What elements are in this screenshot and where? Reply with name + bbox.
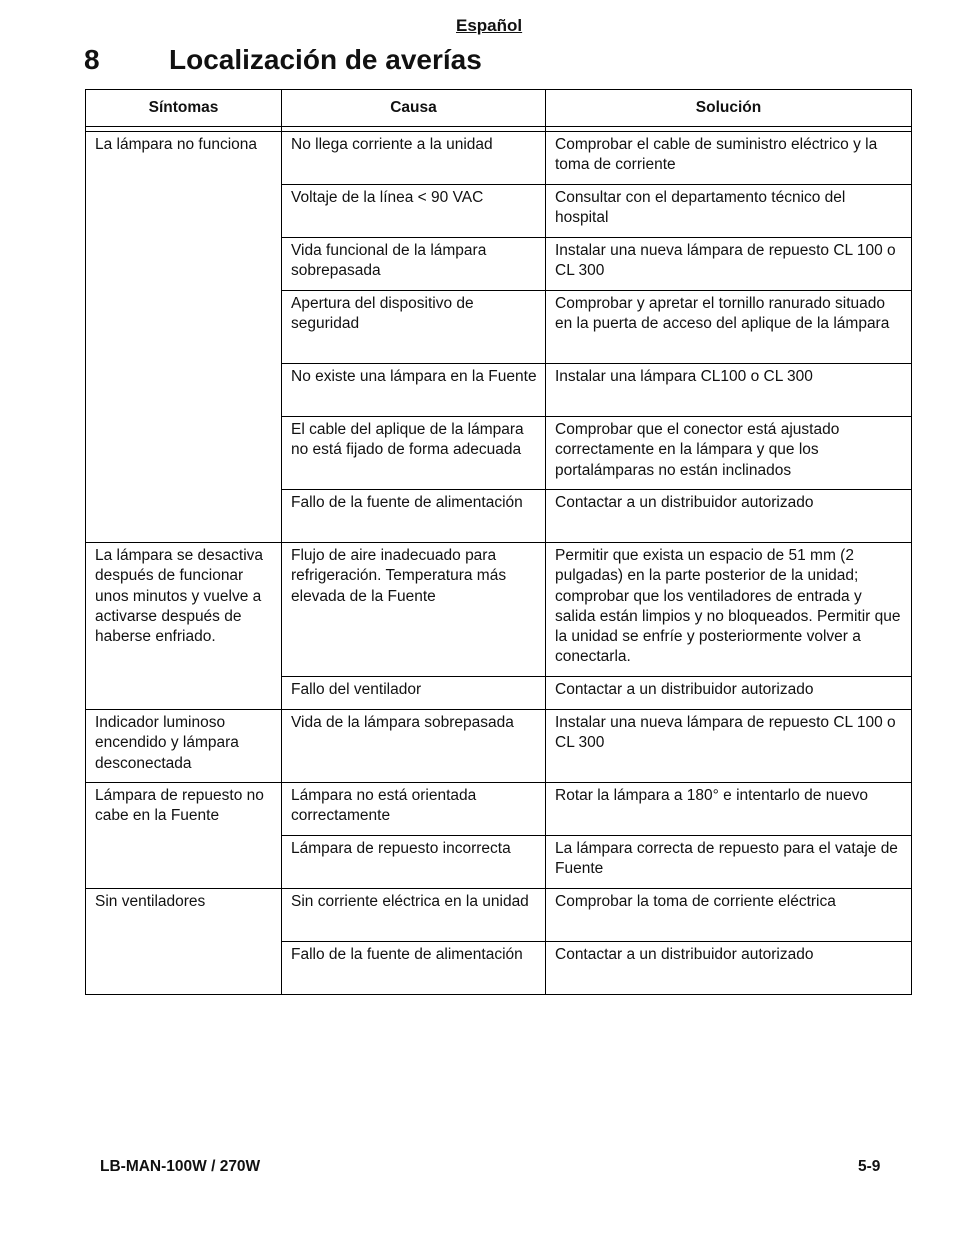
table-row [86, 132, 912, 185]
solution-cell: La lámpara correcta de repuesto para el vataje de Fuente [546, 836, 912, 889]
cause-cell: Voltaje de la línea < 90 VAC [282, 185, 546, 238]
cause-cell: Sin corriente eléctrica en la unidad [282, 889, 546, 942]
cause-cell: Lámpara no está orientada correctamente [282, 783, 546, 836]
section-number: 8 [84, 44, 100, 75]
symptom-cell: Lámpara de repuesto no cabe en la Fuente [86, 783, 282, 889]
cause-cell: Vida funcional de la lámpara sobrepasada [282, 238, 546, 291]
solution-cell: Comprobar que el conector está ajustado correctamente en la lámpara y que los portalámparas no están inclinados [546, 417, 912, 490]
cause-cell: No llega corriente a la unidad [282, 132, 546, 185]
cause-cell: Lámpara de repuesto incorrecta [282, 836, 546, 889]
cause-cell: Flujo de aire inadecuado para refrigeración. Temperatura más elevada de la Fuente [282, 543, 546, 677]
solution-cell: Contactar a un distribuidor autorizado [546, 677, 912, 710]
table-row [86, 783, 912, 836]
footer-page-number: 5-9 [858, 1158, 881, 1175]
cause-cell: Vida de la lámpara sobrepasada [282, 710, 546, 783]
table-header-row [86, 90, 912, 127]
solution-cell: Instalar una lámpara CL100 o CL 300 [546, 364, 912, 417]
symptom-cell: Sin ventiladores [86, 889, 282, 995]
table-row [86, 543, 912, 677]
troubleshooting-table [85, 89, 912, 995]
header-cause: Causa [282, 90, 546, 127]
table-row [86, 889, 912, 942]
solution-cell: Comprobar la toma de corriente eléctrica [546, 889, 912, 942]
cause-cell: Apertura del dispositivo de seguridad [282, 291, 546, 364]
solution-cell: Comprobar el cable de suministro eléctrico y la toma de corriente [546, 132, 912, 185]
table-row [86, 710, 912, 783]
solution-cell: Contactar a un distribuidor autorizado [546, 942, 912, 995]
header-symptoms: Síntomas [86, 90, 282, 127]
solution-cell: Rotar la lámpara a 180° e intentarlo de nuevo [546, 783, 912, 836]
cause-cell: Fallo de la fuente de alimentación [282, 942, 546, 995]
section-heading [84, 44, 884, 76]
cause-cell: Fallo de la fuente de alimentación [282, 490, 546, 543]
solution-cell: Contactar a un distribuidor autorizado [546, 490, 912, 543]
cause-cell: El cable del aplique de la lámpara no está fijado de forma adecuada [282, 417, 546, 490]
solution-cell: Consultar con el departamento técnico del hospital [546, 185, 912, 238]
symptom-cell: La lámpara se desactiva después de funcionar unos minutos y vuelve a activarse después de haberse enfriado. [86, 543, 282, 710]
solution-cell: Instalar una nueva lámpara de repuesto CL 100 o CL 300 [546, 710, 912, 783]
symptom-cell: Indicador luminoso encendido y lámpara desconectada [86, 710, 282, 783]
solution-cell: Comprobar y apretar el tornillo ranurado situado en la puerta de acceso del aplique de la lámpara [546, 291, 912, 364]
section-title: Localización de averías [169, 44, 482, 75]
symptom-cell: La lámpara no funciona [86, 132, 282, 543]
footer-document-id: LB-MAN-100W / 270W [100, 1158, 261, 1175]
cause-cell: No existe una lámpara en la Fuente [282, 364, 546, 417]
cause-cell: Fallo del ventilador [282, 677, 546, 710]
solution-cell: Instalar una nueva lámpara de repuesto CL 100 o CL 300 [546, 238, 912, 291]
solution-cell: Permitir que exista un espacio de 51 mm (2 pulgadas) en la parte posterior de la unidad; comprobar que los ventiladores de entrada y salida están limpios y no bloqueados. Permitir que la unidad se enfríe y posteriormente volver a conectarla. [546, 543, 912, 677]
header-solution: Solución [546, 90, 912, 127]
language-label: Español [456, 16, 523, 35]
